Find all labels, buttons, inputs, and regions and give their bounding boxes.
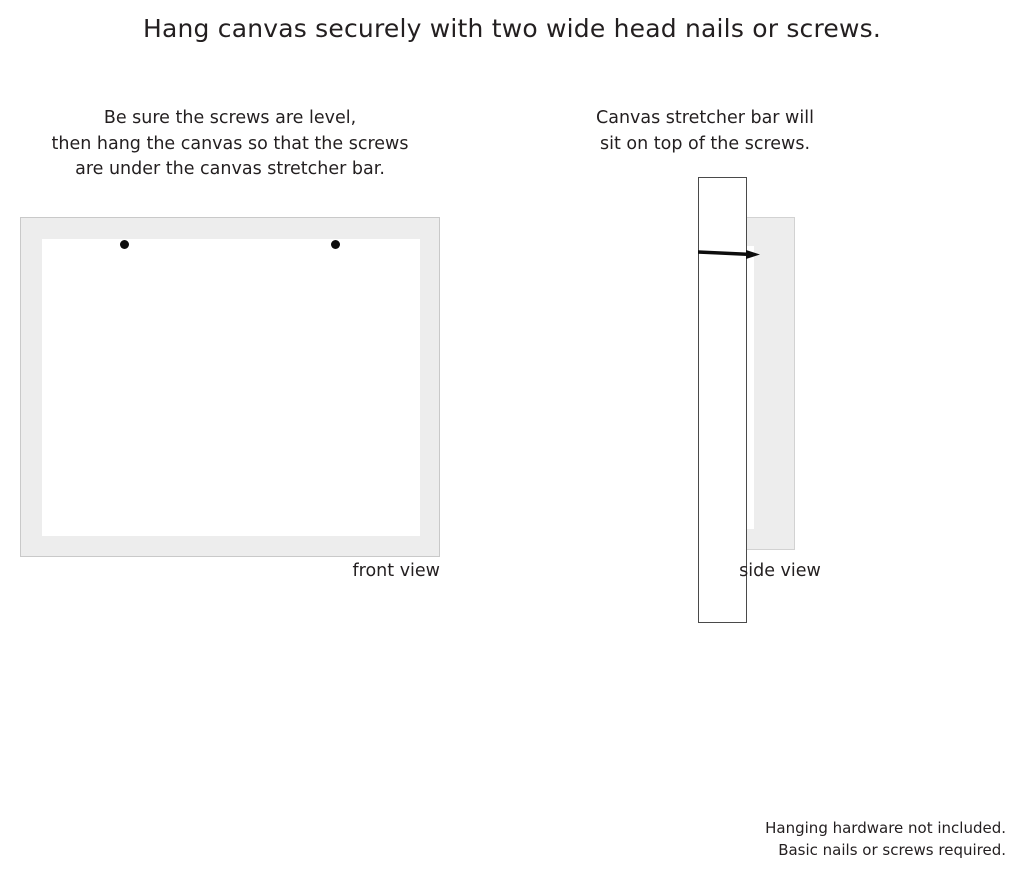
footnote-line-1: Hanging hardware not included. [765, 819, 1006, 837]
screw-side-icon [698, 248, 764, 260]
footnote [586, 817, 1006, 861]
canvas-front-view-illustration [20, 217, 440, 557]
side-view-caption-line-2: sit on top of the screws. [599, 133, 811, 154]
front-view-caption-line-3: are under the canvas stretcher bar. [75, 159, 385, 179]
screw-head-right-icon [331, 240, 340, 249]
side-view-caption-line-1: Canvas stretcher bar will [596, 108, 814, 128]
side-view-label: side view [739, 561, 821, 581]
front-view-caption-line-2: then hang the canvas so that the screws [51, 133, 409, 154]
screw-head-left-icon [120, 240, 129, 249]
wall-cross-section [698, 177, 747, 623]
side-view-caption [560, 106, 850, 157]
page-title: Hang canvas securely with two wide head nails or screws. [142, 14, 882, 43]
front-view-caption [20, 106, 440, 183]
canvas-front-face [42, 239, 420, 536]
front-view-caption-line-1: Be sure the screws are level, [103, 108, 357, 128]
front-view-label: front view [352, 561, 440, 581]
footnote-line-2: Basic nails or screws required. [778, 841, 1006, 859]
